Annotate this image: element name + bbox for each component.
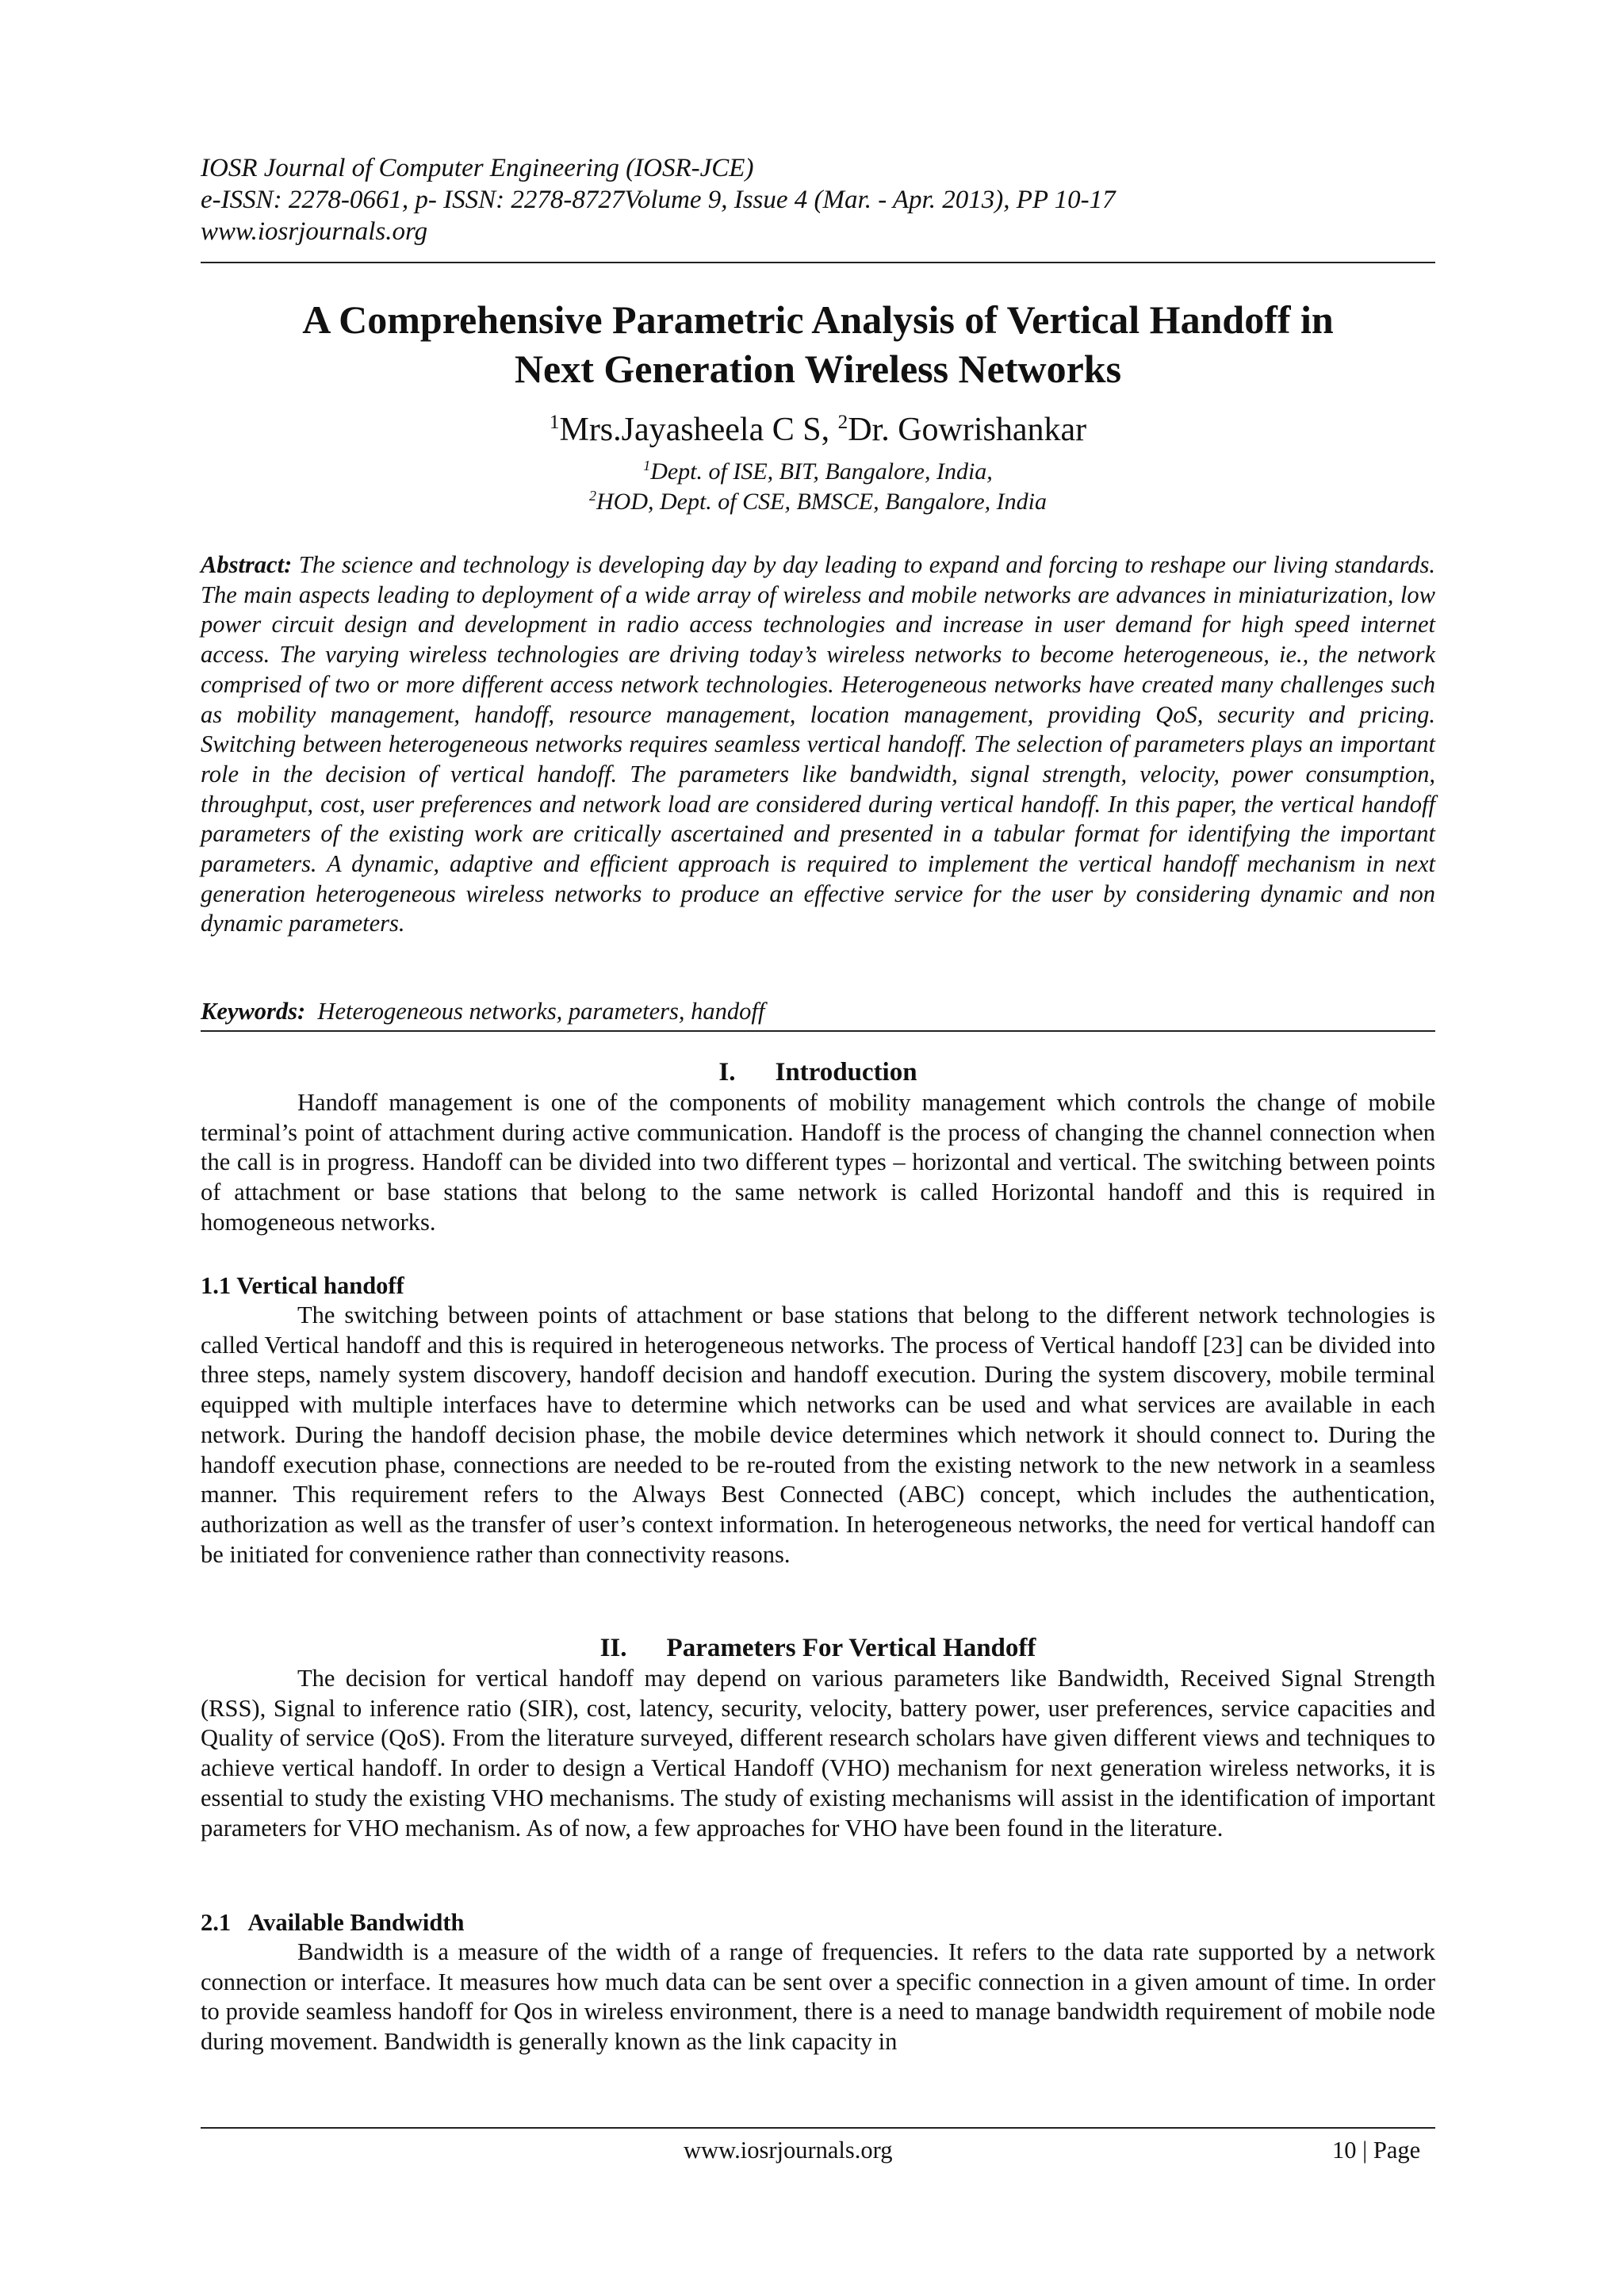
affiliation-2 — [201, 487, 1435, 517]
paragraph-text: The decision for vertical handoff may depend on various parameters like Bandwidth, Received Signal Strength (RSS), Signal to inference ratio (SIR), cost, latency, security, velocity, battery power, user preferences, service capacities and Quality of service (QoS). From the literature surveyed, different research scholars have given different views and techniques to achieve vertical handoff. In order to design a Vertical Handoff (VHO) mechanism for next generation wireless networks, it is essential to study the existing VHO mechanisms. The study of existing mechanisms will assist in the identification of important parameters for VHO mechanism. As of now, a few approaches for VHO have been found in the literature. — [201, 1665, 1435, 1842]
subsection-heading-available-bandwidth: 2.1 Available Bandwidth — [201, 1909, 465, 1936]
affiliation-2-superscript: 2 — [589, 488, 596, 504]
affiliation-2-text: HOD, Dept. of CSE, BMSCE, Bangalore, India — [596, 489, 1047, 515]
section-heading-parameters — [201, 1632, 1435, 1664]
abstract-text: The science and technology is developing day by day leading to expand and forcing to reshape our living standards. The main aspects leading to deployment of a wide array of wireless and mobile networks are advances in miniaturization, low power circuit design and development in radio access technologies and increase in user demand for high speed internet access. The varying wireless technologies are driving today’s wireless networks to become heterogeneous, ie., the network comprised of two or more different access network technologies. Heterogeneous networks have created many challenges such as mobility management, handoff, resource management, location management, providing QoS, security and pricing. Switching between heterogeneous networks requires seamless vertical handoff. The selection of parameters plays an important role in the decision of vertical handoff. The parameters like bandwidth, signal strength, velocity, power consumption, throughput, cost, user preferences and network load are considered during vertical handoff. In this paper, the vertical handoff parameters of the existing work are critically ascertained and presented in a tabular format for identifying the important parameters. A dynamic, adaptive and efficient approach is required to implement the vertical handoff mechanism in next generation heterogeneous wireless networks to produce an effective service for the user by considering dynamic and non dynamic parameters. — [201, 551, 1435, 937]
journal-name: IOSR Journal of Computer Engineering (IOSR-JCE) — [201, 154, 754, 182]
affiliation-1-text: Dept. of ISE, BIT, Bangalore, India, — [650, 458, 993, 485]
abstract — [201, 550, 1435, 939]
paragraph-text: Bandwidth is a measure of the width of a range of frequencies. It refers to the data rate supported by a network connection or interface. It measures how much data can be sent over a specific connection in a given amount of time. In order to provide seamless handoff for Qos in wireless environment, there is a need to manage bandwidth requirement of mobile node during movement. Bandwidth is generally known as the link capacity in — [201, 1938, 1435, 2056]
paper-title — [201, 295, 1435, 393]
keywords-label: Keywords: — [201, 998, 306, 1025]
parameters-paragraph — [201, 1664, 1435, 1843]
vertical-handoff-paragraph — [201, 1301, 1435, 1570]
affiliation-1-superscript: 1 — [643, 458, 651, 473]
available-bandwidth-paragraph — [201, 1938, 1435, 2057]
title-line-2: Next Generation Wireless Networks — [514, 347, 1122, 391]
footer-rule — [201, 2127, 1435, 2129]
keywords — [201, 996, 1435, 1026]
author-2: Dr. Gowrishankar — [848, 412, 1087, 448]
header-rule — [201, 262, 1435, 263]
author-2-superscript: 2 — [837, 412, 848, 433]
introduction-paragraph — [201, 1088, 1435, 1238]
page-number: 10 | Page — [1332, 2137, 1421, 2164]
paragraph-text: Handoff management is one of the components of mobility management which controls the change of mobile terminal’s point of attachment during active communication. Handoff is the process of changing the channel connection when the call is in progress. Handoff can be divided into two different types – horizontal and vertical. The switching between points of attachment or base stations that belong to the same network is called Horizontal handoff and this is required in homogeneous networks. — [201, 1089, 1435, 1236]
journal-website: www.iosrjournals.org — [201, 217, 428, 246]
keywords-text: Heterogeneous networks, parameters, handoff — [305, 998, 765, 1025]
section-heading-introduction — [201, 1056, 1435, 1088]
author-1: Mrs.Jayasheela C S, — [559, 412, 838, 448]
journal-issn: e-ISSN: 2278-0661, p- ISSN: 2278-8727Volume 9, Issue 4 (Mar. - Apr. 2013), PP 10-17 — [201, 186, 1116, 214]
section-number: I. — [718, 1058, 736, 1087]
keywords-rule — [201, 1030, 1435, 1032]
footer-website: www.iosrjournals.org — [684, 2137, 893, 2164]
author-1-superscript: 1 — [549, 412, 560, 433]
abstract-label: Abstract: — [201, 551, 293, 578]
section-number: II. — [599, 1634, 627, 1662]
section-title: Introduction — [775, 1058, 917, 1087]
authors — [201, 411, 1435, 449]
section-title: Parameters For Vertical Handoff — [666, 1634, 1036, 1662]
paragraph-text: The switching between points of attachment or base stations that belong to the different network technologies is called Vertical handoff and this is required in heterogeneous networks. The process of Vertical handoff [23] can be divided into three steps, namely system discovery, handoff decision and handoff execution. During the system discovery, mobile terminal equipped with multiple interfaces have to determine which networks can be used and what services are available in each network. During the handoff decision phase, the mobile device determines which network it should connect to. During the handoff execution phase, connections are needed to be re-routed from the existing network to the new network in a seamless manner. This requirement refers to the Always Best Connected (ABC) concept, which includes the authentication, authorization as well as the transfer of user’s context information. In heterogeneous networks, the need for vertical handoff can be initiated for convenience rather than connectivity reasons. — [201, 1301, 1435, 1568]
subsection-heading-vertical-handoff: 1.1 Vertical handoff — [201, 1272, 404, 1299]
affiliation-1 — [201, 457, 1435, 487]
title-line-1: A Comprehensive Parametric Analysis of Vertical Handoff in — [302, 297, 1334, 342]
journal-header — [201, 152, 1435, 247]
affiliations — [201, 457, 1435, 517]
